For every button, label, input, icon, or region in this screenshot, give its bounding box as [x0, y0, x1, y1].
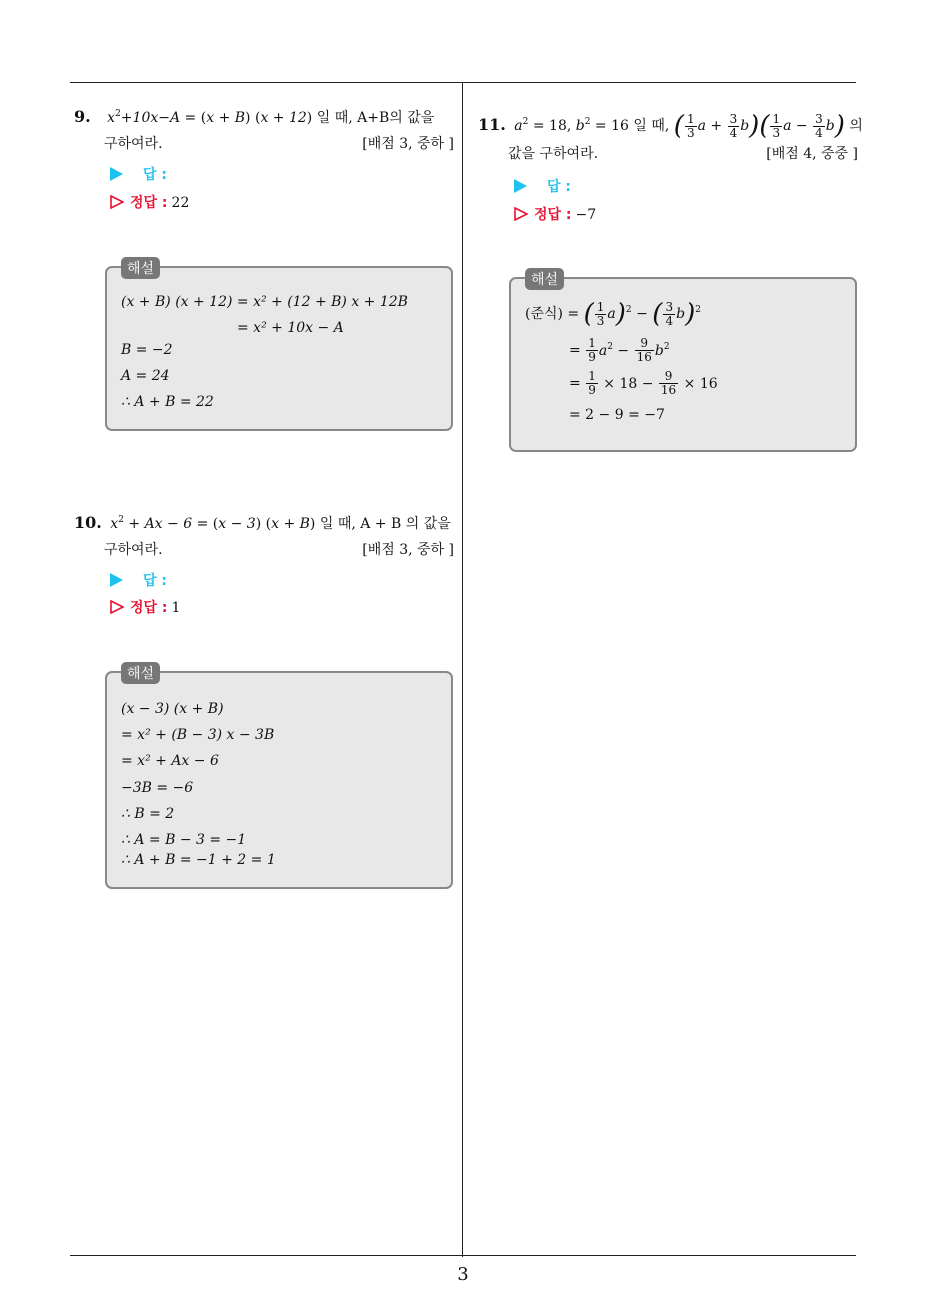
column-divider: [462, 82, 463, 1257]
correct-label: 정답 :: [534, 207, 572, 223]
problem-11-solution-box: [509, 272, 857, 452]
problem-number: 10.: [74, 513, 102, 532]
problem-10-question-line2: 구하여라.: [104, 542, 163, 558]
problem-9-solution-box: [105, 261, 453, 431]
bottom-rule: [70, 1255, 856, 1256]
problem-10-answer-row: [110, 570, 167, 590]
page-number: 3: [457, 1264, 469, 1285]
problem-9-question-tail: 일 때, A+B의 값을: [316, 110, 435, 126]
problem-9-score: [배점 3, 중하 ]: [362, 136, 454, 152]
solution-line-1: (준식) = ( $\frac{1}{3}$ a)$^2$ − ( $\frac{3}{4}$ b)$^2$: [525, 299, 701, 329]
solution-tag: 해설: [525, 268, 564, 290]
outline-triangle-icon: [110, 600, 124, 614]
problem-11-question-line2: 값을 구하여라.: [508, 146, 599, 162]
problem-10-question-tail: 일 때, A + B 의 값을: [319, 516, 451, 532]
problem-10: [74, 510, 454, 563]
problem-number: 9.: [74, 107, 91, 126]
solution-line: =: [569, 342, 581, 359]
problem-10-equation: $x^2 + Ax - 6 = (x - 3) (x + B)$: [110, 515, 316, 532]
outline-triangle-icon: [514, 207, 528, 221]
solution-tag: 해설: [121, 662, 160, 684]
problem-9-equation: $x^2+10x-A = (x + B) (x + 12)$: [107, 109, 313, 126]
solution-line: = x² + 10x − A: [237, 320, 344, 336]
solution-tag: 해설: [121, 257, 160, 279]
solution-line-3: = $\frac{1}{9}$ × 18 − $\frac{9}{16}$ × 16: [569, 369, 718, 397]
problem-11-correct-row: [514, 204, 596, 224]
correct-label: 정답 :: [130, 195, 168, 211]
problem-9-question-line2: 구하여라.: [104, 136, 163, 152]
problem-number: 11.: [478, 115, 506, 134]
problem-10-score: [배점 3, 중하 ]: [362, 542, 454, 558]
solution-line: ∴ A + B = 22: [121, 394, 214, 410]
problem-10-correct-row: [110, 597, 180, 617]
solution-line: B = −2: [121, 342, 173, 358]
answer-label: 답 :: [143, 167, 167, 183]
solution-line: (준식) =: [525, 306, 580, 322]
solution-line: (x + B) (x + 12) = x² + (12 + B) x + 12B: [121, 294, 408, 310]
solution-line: −3B = −6: [121, 780, 194, 796]
play-icon: [110, 167, 123, 181]
problem-11-question-tail: 일 때,: [633, 118, 670, 134]
problem-11-correct-value: −7: [575, 207, 597, 223]
problem-9-answer-row: [110, 164, 167, 184]
problem-9-question-line1: [74, 104, 454, 131]
solution-line: =: [569, 375, 581, 392]
solution-line: ∴ B = 2: [121, 806, 175, 822]
answer-label: 답 :: [143, 573, 167, 589]
top-rule: [70, 82, 856, 83]
problem-11-question-end: 의: [849, 118, 863, 134]
problem-10-solution-box: [105, 666, 453, 889]
problem-10-question-line1: [74, 510, 454, 537]
problem-11-answer-row: [514, 176, 571, 196]
problem-11-given: $a^2 = 18$, $b^2 = 16$: [514, 117, 629, 134]
play-icon: [514, 179, 527, 193]
solution-line: = x² + Ax − 6: [121, 753, 219, 769]
problem-11: [478, 110, 863, 167]
answer-label: 답 :: [547, 179, 571, 195]
correct-label: 정답 :: [130, 600, 168, 616]
solution-line: ∴ A + B = −1 + 2 = 1: [121, 852, 276, 868]
problem-9: [74, 104, 454, 157]
problem-11-question-line1: [478, 110, 863, 141]
solution-line: (x − 3) (x + B): [121, 701, 224, 717]
problem-10-correct-value: 1: [171, 600, 181, 616]
problem-11-expression: ( $\frac{1}{3}$ a + $\frac{3}{4}$ b)( $\frac{1}{3}$ a − $\frac{3}{4}$ b): [673, 111, 845, 141]
problem-11-score: [배점 4, 중중 ]: [766, 146, 858, 162]
problem-9-correct-value: 22: [171, 195, 190, 211]
problem-9-correct-row: [110, 192, 189, 212]
play-icon: [110, 573, 123, 587]
solution-line: A = 24: [121, 368, 170, 384]
solution-line: = 2 − 9 = −7: [569, 407, 665, 423]
solution-line: = x² + (B − 3) x − 3B: [121, 727, 275, 743]
solution-line: ∴ A = B − 3 = −1: [121, 832, 247, 848]
solution-line-2: = $\frac{1}{9}$ $a^2$ − $\frac{9}{16}$ $b^2$: [569, 336, 670, 364]
outline-triangle-icon: [110, 195, 124, 209]
